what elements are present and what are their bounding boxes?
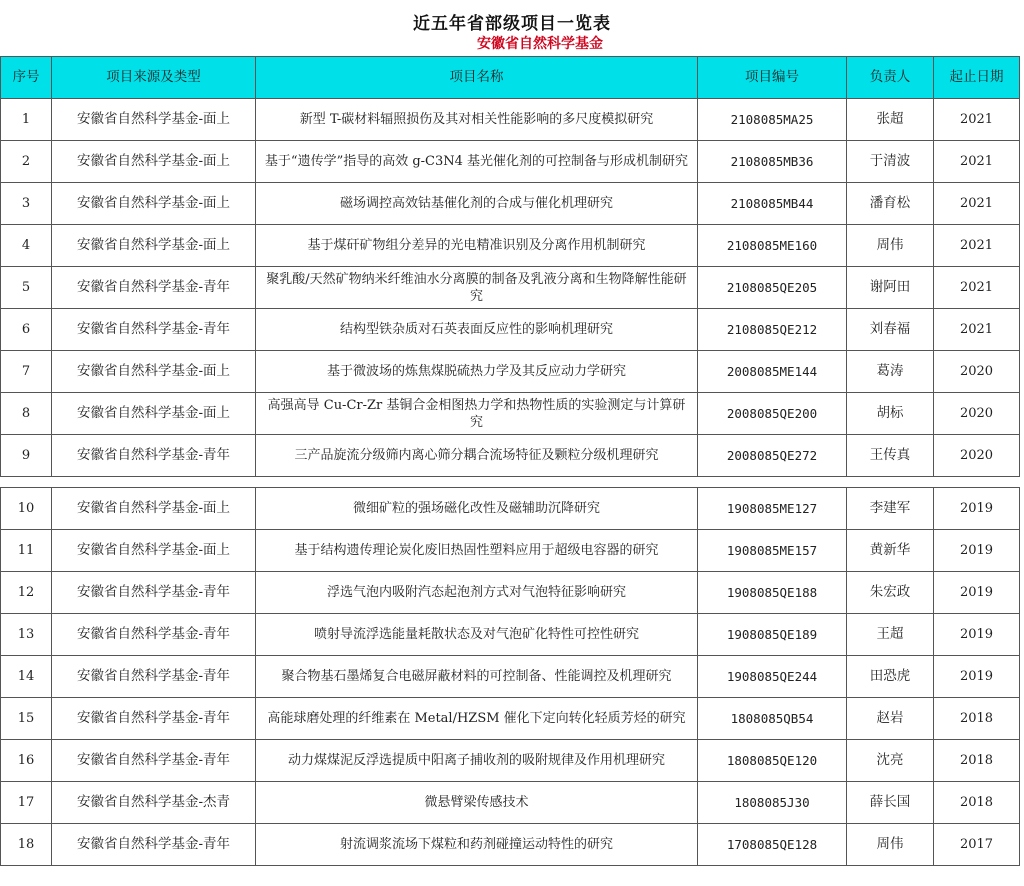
cell-project-code: 1908085QE244 bbox=[698, 656, 847, 698]
cell-project-code: 1908085QE188 bbox=[698, 572, 847, 614]
table-row bbox=[1, 824, 1020, 866]
table-row bbox=[1, 183, 1020, 225]
cell-no: 5 bbox=[1, 267, 52, 309]
projects-table-part1 bbox=[0, 56, 1020, 477]
cell-project-name: 三产品旋流分级筛内离心筛分耦合流场特征及颗粒分级机理研究 bbox=[256, 435, 698, 477]
cell-source: 安徽省自然科学基金-面上 bbox=[52, 183, 256, 225]
cell-project-name: 基于微波场的炼焦煤脱硫热力学及其反应动力学研究 bbox=[256, 351, 698, 393]
cell-source: 安徽省自然科学基金-面上 bbox=[52, 393, 256, 435]
col-header-code: 项目编号 bbox=[698, 57, 847, 99]
cell-source: 安徽省自然科学基金-杰青 bbox=[52, 782, 256, 824]
cell-project-code: 1808085J30 bbox=[698, 782, 847, 824]
cell-project-name: 射流调浆流场下煤粒和药剂碰撞运动特性的研究 bbox=[256, 824, 698, 866]
cell-no: 18 bbox=[1, 824, 52, 866]
cell-project-code: 2108085QE205 bbox=[698, 267, 847, 309]
cell-date: 2019 bbox=[934, 572, 1020, 614]
cell-person: 谢阿田 bbox=[847, 267, 934, 309]
cell-source: 安徽省自然科学基金-青年 bbox=[52, 572, 256, 614]
cell-no: 16 bbox=[1, 740, 52, 782]
cell-no: 3 bbox=[1, 183, 52, 225]
cell-person: 王超 bbox=[847, 614, 934, 656]
cell-project-code: 2108085QE212 bbox=[698, 309, 847, 351]
cell-no: 1 bbox=[1, 99, 52, 141]
cell-project-code: 1908085QE189 bbox=[698, 614, 847, 656]
cell-date: 2021 bbox=[934, 267, 1020, 309]
cell-person: 赵岩 bbox=[847, 698, 934, 740]
cell-project-code: 2108085ME160 bbox=[698, 225, 847, 267]
cell-project-code: 1908085ME127 bbox=[698, 488, 847, 530]
cell-date: 2021 bbox=[934, 309, 1020, 351]
cell-project-code: 1908085ME157 bbox=[698, 530, 847, 572]
col-header-name: 项目名称 bbox=[256, 57, 698, 99]
cell-person: 李建军 bbox=[847, 488, 934, 530]
cell-project-code: 2108085MA25 bbox=[698, 99, 847, 141]
table-row bbox=[1, 393, 1020, 435]
cell-project-code: 1708085QE128 bbox=[698, 824, 847, 866]
cell-person: 沈亮 bbox=[847, 740, 934, 782]
cell-source: 安徽省自然科学基金-青年 bbox=[52, 267, 256, 309]
cell-no: 15 bbox=[1, 698, 52, 740]
cell-no: 11 bbox=[1, 530, 52, 572]
cell-source: 安徽省自然科学基金-面上 bbox=[52, 99, 256, 141]
cell-person: 潘育松 bbox=[847, 183, 934, 225]
cell-date: 2018 bbox=[934, 698, 1020, 740]
cell-project-name: 喷射导流浮选能量耗散状态及对气泡矿化特性可控性研究 bbox=[256, 614, 698, 656]
cell-project-code: 2108085MB44 bbox=[698, 183, 847, 225]
cell-no: 6 bbox=[1, 309, 52, 351]
col-header-person: 负责人 bbox=[847, 57, 934, 99]
table-row bbox=[1, 782, 1020, 824]
cell-date: 2021 bbox=[934, 183, 1020, 225]
table-header-row bbox=[1, 57, 1020, 99]
table-row bbox=[1, 530, 1020, 572]
table-row bbox=[1, 740, 1020, 782]
cell-project-code: 2108085MB36 bbox=[698, 141, 847, 183]
cell-source: 安徽省自然科学基金-青年 bbox=[52, 698, 256, 740]
cell-date: 2019 bbox=[934, 656, 1020, 698]
cell-source: 安徽省自然科学基金-青年 bbox=[52, 614, 256, 656]
cell-project-name: 微细矿粒的强场磁化改性及磁辅助沉降研究 bbox=[256, 488, 698, 530]
cell-no: 4 bbox=[1, 225, 52, 267]
cell-person: 葛涛 bbox=[847, 351, 934, 393]
cell-no: 14 bbox=[1, 656, 52, 698]
cell-date: 2019 bbox=[934, 614, 1020, 656]
cell-person: 朱宏政 bbox=[847, 572, 934, 614]
cell-no: 12 bbox=[1, 572, 52, 614]
cell-project-name: 浮选气泡内吸附汽态起泡剂方式对气泡特征影响研究 bbox=[256, 572, 698, 614]
cell-project-code: 2008085QE200 bbox=[698, 393, 847, 435]
page-title: 近五年省部级项目一览表 bbox=[413, 14, 611, 34]
table-row bbox=[1, 351, 1020, 393]
cell-project-name: 高能球磨处理的纤维素在 Metal/HZSM 催化下定向转化轻质芳烃的研究 bbox=[256, 698, 698, 740]
cell-no: 7 bbox=[1, 351, 52, 393]
table-row bbox=[1, 141, 1020, 183]
cell-date: 2019 bbox=[934, 488, 1020, 530]
cell-date: 2020 bbox=[934, 435, 1020, 477]
cell-project-name: 结构型铁杂质对石英表面反应性的影响机理研究 bbox=[256, 309, 698, 351]
cell-source: 安徽省自然科学基金-面上 bbox=[52, 141, 256, 183]
table-row bbox=[1, 225, 1020, 267]
cell-person: 薛长国 bbox=[847, 782, 934, 824]
cell-project-name: 聚乳酸/天然矿物纳米纤维油水分离膜的制备及乳液分离和生物降解性能研究 bbox=[256, 267, 698, 309]
cell-project-name: 动力煤煤泥反浮选提质中阳离子捕收剂的吸附规律及作用机理研究 bbox=[256, 740, 698, 782]
cell-project-code: 2008085QE272 bbox=[698, 435, 847, 477]
cell-date: 2021 bbox=[934, 225, 1020, 267]
cell-person: 刘春福 bbox=[847, 309, 934, 351]
projects-table-part2 bbox=[0, 487, 1020, 866]
cell-person: 胡标 bbox=[847, 393, 934, 435]
cell-source: 安徽省自然科学基金-青年 bbox=[52, 309, 256, 351]
cell-date: 2020 bbox=[934, 351, 1020, 393]
table-row bbox=[1, 99, 1020, 141]
cell-date: 2019 bbox=[934, 530, 1020, 572]
cell-date: 2021 bbox=[934, 99, 1020, 141]
cell-person: 于清波 bbox=[847, 141, 934, 183]
col-header-no: 序号 bbox=[1, 57, 52, 99]
table-row bbox=[1, 614, 1020, 656]
cell-project-name: 聚合物基石墨烯复合电磁屏蔽材料的可控制备、性能调控及机理研究 bbox=[256, 656, 698, 698]
table-row bbox=[1, 488, 1020, 530]
cell-project-name: 微悬臂梁传感技术 bbox=[256, 782, 698, 824]
table-row bbox=[1, 656, 1020, 698]
cell-person: 田恐虎 bbox=[847, 656, 934, 698]
cell-no: 8 bbox=[1, 393, 52, 435]
cell-source: 安徽省自然科学基金-青年 bbox=[52, 740, 256, 782]
cell-person: 周伟 bbox=[847, 824, 934, 866]
cell-project-name: 高强高导 Cu-Cr-Zr 基铜合金相图热力学和热物性质的实验测定与计算研究 bbox=[256, 393, 698, 435]
cell-project-name: 磁场调控高效钴基催化剂的合成与催化机理研究 bbox=[256, 183, 698, 225]
cell-person: 周伟 bbox=[847, 225, 934, 267]
page-subtitle: 安徽省自然科学基金 bbox=[477, 36, 603, 52]
cell-person: 黄新华 bbox=[847, 530, 934, 572]
cell-date: 2021 bbox=[934, 141, 1020, 183]
cell-source: 安徽省自然科学基金-面上 bbox=[52, 488, 256, 530]
cell-source: 安徽省自然科学基金-青年 bbox=[52, 435, 256, 477]
cell-source: 安徽省自然科学基金-面上 bbox=[52, 530, 256, 572]
cell-no: 13 bbox=[1, 614, 52, 656]
cell-project-code: 1808085QE120 bbox=[698, 740, 847, 782]
cell-no: 9 bbox=[1, 435, 52, 477]
table-row bbox=[1, 309, 1020, 351]
cell-date: 2017 bbox=[934, 824, 1020, 866]
cell-project-name: 基于煤矸矿物组分差异的光电精准识别及分离作用机制研究 bbox=[256, 225, 698, 267]
cell-source: 安徽省自然科学基金-青年 bbox=[52, 824, 256, 866]
cell-no: 17 bbox=[1, 782, 52, 824]
cell-project-name: 新型 T-碳材料辐照损伤及其对相关性能影响的多尺度模拟研究 bbox=[256, 99, 698, 141]
cell-source: 安徽省自然科学基金-面上 bbox=[52, 351, 256, 393]
cell-source: 安徽省自然科学基金-青年 bbox=[52, 656, 256, 698]
cell-no: 2 bbox=[1, 141, 52, 183]
table-row bbox=[1, 267, 1020, 309]
cell-project-name: 基于“遗传学”指导的高效 g-C3N4 基光催化剂的可控制备与形成机制研究 bbox=[256, 141, 698, 183]
cell-date: 2020 bbox=[934, 393, 1020, 435]
col-header-source: 项目来源及类型 bbox=[52, 57, 256, 99]
cell-project-name: 基于结构遗传理论炭化废旧热固性塑料应用于超级电容器的研究 bbox=[256, 530, 698, 572]
col-header-date: 起止日期 bbox=[934, 57, 1020, 99]
table-row bbox=[1, 572, 1020, 614]
cell-date: 2018 bbox=[934, 740, 1020, 782]
cell-person: 王传真 bbox=[847, 435, 934, 477]
table-row bbox=[1, 435, 1020, 477]
cell-no: 10 bbox=[1, 488, 52, 530]
table-row bbox=[1, 698, 1020, 740]
cell-source: 安徽省自然科学基金-面上 bbox=[52, 225, 256, 267]
cell-date: 2018 bbox=[934, 782, 1020, 824]
cell-project-code: 2008085ME144 bbox=[698, 351, 847, 393]
cell-person: 张超 bbox=[847, 99, 934, 141]
cell-project-code: 1808085QB54 bbox=[698, 698, 847, 740]
